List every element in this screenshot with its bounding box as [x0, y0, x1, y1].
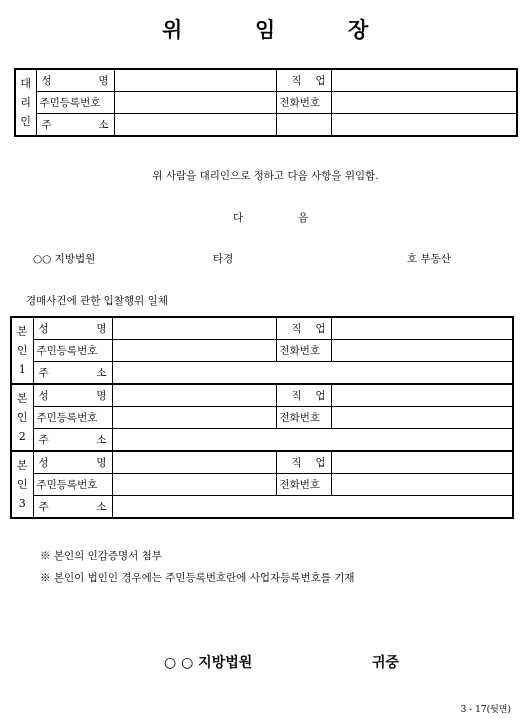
title-char: 임	[255, 17, 276, 42]
occupation-field[interactable]	[331, 384, 513, 407]
phone-field[interactable]	[331, 92, 517, 114]
phone-label: 전화번호	[276, 474, 331, 496]
note-seal-certificate: ※ 본인의 인감증명서 첨부	[40, 550, 162, 562]
blank-cell	[276, 114, 331, 137]
principal-side-label: 본 인 2	[11, 384, 33, 451]
resident-number-label: 주민등록번호	[33, 340, 112, 362]
address-field[interactable]	[112, 362, 513, 385]
name-field[interactable]	[112, 451, 276, 474]
address-field[interactable]	[112, 496, 513, 519]
phone-label: 전화번호	[276, 92, 331, 114]
resident-number-field[interactable]	[112, 407, 276, 429]
addressee-court: ○ ○ 지방법원	[164, 655, 253, 671]
address-field[interactable]	[112, 429, 513, 452]
principal-side-label: 본 인 3	[11, 451, 33, 518]
address-label: 주 소	[33, 496, 112, 519]
next-heading-char: 음	[298, 212, 309, 224]
resident-number-field[interactable]	[112, 340, 276, 362]
resident-number-field[interactable]	[114, 92, 276, 114]
occupation-label: 직 업	[276, 384, 331, 407]
name-field[interactable]	[114, 69, 276, 92]
case-type: 타경	[213, 253, 234, 265]
occupation-field[interactable]	[331, 69, 517, 92]
occupation-field[interactable]	[331, 451, 513, 474]
occupation-label: 직 업	[276, 317, 331, 340]
title-char: 장	[348, 17, 369, 42]
name-field[interactable]	[112, 317, 276, 340]
principal-side-label: 본 인 1	[11, 317, 33, 384]
phone-field[interactable]	[331, 474, 513, 496]
next-heading-char: 다	[233, 212, 244, 224]
principals-table	[10, 316, 514, 519]
delegated-matter: 경매사건에 관한 입찰행위 일체	[26, 295, 168, 307]
agent-side-label: 대 리 인	[15, 69, 36, 136]
agent-table	[14, 68, 518, 137]
resident-number-label: 주민등록번호	[33, 407, 112, 429]
name-label: 성 명	[33, 451, 112, 474]
address-label: 주 소	[36, 114, 114, 137]
resident-number-label: 주민등록번호	[33, 474, 112, 496]
resident-number-field[interactable]	[112, 474, 276, 496]
addressee-honorific: 귀중	[372, 655, 400, 671]
blank-cell	[331, 114, 517, 137]
occupation-field[interactable]	[331, 317, 513, 340]
occupation-label: 직 업	[276, 69, 331, 92]
court-name: ○○ 지방법원	[33, 253, 96, 265]
title-char: 위	[162, 17, 183, 42]
occupation-label: 직 업	[276, 451, 331, 474]
document-title	[0, 14, 531, 48]
phone-field[interactable]	[331, 340, 513, 362]
address-label: 주 소	[33, 362, 112, 385]
name-label: 성 명	[33, 384, 112, 407]
address-label: 주 소	[33, 429, 112, 452]
form-code: 3 - 17(뒷면)	[460, 705, 511, 715]
name-field[interactable]	[112, 384, 276, 407]
resident-number-label: 주민등록번호	[36, 92, 114, 114]
address-field[interactable]	[114, 114, 276, 137]
phone-label: 전화번호	[276, 407, 331, 429]
phone-label: 전화번호	[276, 340, 331, 362]
note-corporation: ※ 본인이 법인인 경우에는 주민등록번호란에 사업자등록번호를 기재	[40, 572, 355, 584]
name-label: 성 명	[36, 69, 114, 92]
delegation-statement: 위 사람을 대리인으로 정하고 다음 사항을 위임함.	[152, 170, 379, 182]
property-type: 호 부동산	[407, 253, 451, 265]
name-label: 성 명	[33, 317, 112, 340]
phone-field[interactable]	[331, 407, 513, 429]
